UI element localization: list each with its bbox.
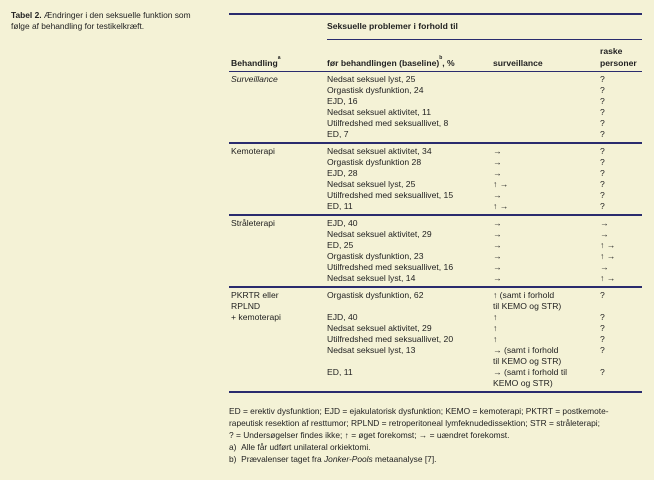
table-body: [229, 72, 642, 393]
healthy-cell: ?: [600, 201, 605, 211]
data-table: [229, 0, 642, 393]
healthy-cell: ?: [600, 157, 605, 167]
table-row: [229, 345, 642, 356]
group-header: Seksuelle problemer i forhold til: [327, 21, 458, 31]
table-row: [229, 312, 642, 323]
healthy-cell: ?: [600, 146, 605, 156]
surveillance-cell: ↑ (samt i forhold: [493, 290, 555, 300]
group-header-row: [229, 15, 642, 39]
healthy-cell: ?: [600, 118, 605, 128]
problem-cell: Utilfredshed med seksuallivet, 8: [327, 118, 449, 128]
header-behandling: Behandling$^a$: [231, 55, 281, 68]
healthy-cell: ↑ →: [600, 251, 616, 261]
healthy-cell: ↑ →: [600, 273, 616, 283]
healthy-cell: ?: [600, 85, 605, 95]
problem-cell: Orgastisk dysfunktion, 24: [327, 85, 424, 95]
problem-cell: Nedsat seksuel lyst, 13: [327, 345, 416, 355]
abbrev-line-2: rapeutisk resektion af resttumor; RPLND = retroperitoneal lymfeknudedissektion; STR = stråleterapi;: [229, 418, 600, 428]
surveillance-cell: →: [493, 229, 502, 239]
surveillance-cell: →: [493, 262, 502, 272]
table-row: [229, 190, 642, 201]
table-caption: [11, 10, 211, 32]
surveillance-cell: → (samt i forhold til: [493, 367, 568, 377]
healthy-cell: ?: [600, 74, 605, 84]
table-row: [229, 301, 642, 312]
table-row: [229, 218, 642, 229]
surveillance-cell: →: [493, 168, 502, 178]
treatment-cell: Kemoterapi: [231, 146, 275, 156]
table-row: [229, 367, 642, 378]
header-surveillance: surveillance: [493, 58, 543, 68]
table-row: [229, 201, 642, 212]
abbrev-line-1: ED = erektiv dysfunktion; EJD = ejakulatorisk dysfunktion; KEMO = kemoterapi; PKTRT = postkemote-: [229, 406, 609, 416]
footnote-a: a) Alle får udført unilateral orkiektomi.: [229, 442, 371, 452]
abbrev-line-3: ? = Undersøgelser findes ikke; ↑ = øget forekomst; → = uændret forekomst.: [229, 430, 510, 440]
problem-cell: EJD, 40: [327, 312, 358, 322]
healthy-cell: →: [600, 229, 609, 239]
healthy-cell: ?: [600, 96, 605, 106]
surveillance-cell-cont: KEMO og STR): [493, 378, 553, 388]
problem-cell: Nedsat seksuel aktivitet, 29: [327, 229, 432, 239]
treatment-group: [229, 144, 642, 214]
healthy-cell: ↑ →: [600, 240, 616, 250]
footnote-b: b) Prævalenser taget fra Jonker-Pools metaanalyse [7].: [229, 454, 437, 464]
table-row: [229, 262, 642, 273]
table-row: [229, 96, 642, 107]
table-row: [229, 251, 642, 262]
problem-cell: Nedsat seksuel lyst, 25: [327, 74, 416, 84]
problem-cell: Utilfredshed med seksuallivet, 15: [327, 190, 454, 200]
healthy-cell: ?: [600, 168, 605, 178]
healthy-cell: ?: [600, 312, 605, 322]
header-healthy-1: raske: [600, 46, 623, 56]
surveillance-cell: →: [493, 157, 502, 167]
caption-label: Tabel 2.: [11, 10, 42, 20]
surveillance-cell: →: [493, 190, 502, 200]
surveillance-cell: →: [493, 146, 502, 156]
table-row: [229, 290, 642, 301]
treatment-cell: Surveillance: [231, 74, 278, 84]
problem-cell: Nedsat seksuel lyst, 25: [327, 179, 416, 189]
problem-cell: ED, 11: [327, 201, 353, 211]
treatment-group: [229, 288, 642, 391]
healthy-cell: ?: [600, 129, 605, 139]
problem-cell: EJD, 40: [327, 218, 358, 228]
table-row: [229, 356, 642, 367]
table-row: [229, 179, 642, 190]
table-row: [229, 378, 642, 389]
problem-cell: Utilfredshed med seksuallivet, 20: [327, 334, 454, 344]
problem-cell: Orgastisk dysfunktion, 23: [327, 251, 424, 261]
healthy-cell: ?: [600, 107, 605, 117]
healthy-cell: ?: [600, 345, 605, 355]
table-row: [229, 146, 642, 157]
treatment-cell: RPLND: [231, 301, 261, 311]
surveillance-cell: → (samt i forhold: [493, 345, 559, 355]
treatment-cell: PKRTR eller: [231, 290, 279, 300]
healthy-cell: →: [600, 262, 609, 272]
problem-cell: Nedsat seksuel aktivitet, 11: [327, 107, 431, 117]
treatment-group: [229, 216, 642, 286]
problem-cell: EJD, 16: [327, 96, 358, 106]
surveillance-cell: →: [493, 273, 502, 283]
table-row: [229, 74, 642, 85]
problem-cell: ED, 7: [327, 129, 349, 139]
treatment-group: [229, 72, 642, 142]
problem-cell: ED, 25: [327, 240, 354, 250]
table-row: [229, 85, 642, 96]
surveillance-cell: →: [493, 240, 502, 250]
group-rule: [229, 391, 642, 393]
healthy-cell: ?: [600, 334, 605, 344]
header-healthy-2: personer: [600, 58, 637, 68]
healthy-cell: ?: [600, 190, 605, 200]
problem-cell: Orgastisk dysfunktion, 62: [327, 290, 424, 300]
healthy-cell: →: [600, 218, 609, 228]
table-row: [229, 107, 642, 118]
healthy-cell: ?: [600, 179, 605, 189]
surveillance-cell-cont: til KEMO og STR): [493, 356, 562, 366]
problem-cell: ED, 11: [327, 367, 353, 377]
surveillance-cell: →: [493, 251, 502, 261]
surveillance-cell: ↑: [493, 334, 498, 344]
table-row: [229, 168, 642, 179]
problem-cell: EJD, 28: [327, 168, 358, 178]
surveillance-cell: ↑: [493, 323, 498, 333]
problem-cell: Orgastisk dysfunktion 28: [327, 157, 422, 167]
table-row: [229, 334, 642, 345]
table-row: [229, 229, 642, 240]
table-row: [229, 118, 642, 129]
treatment-cell: Stråleterapi: [231, 218, 275, 228]
surveillance-cell: →: [493, 218, 502, 228]
healthy-cell: ?: [600, 367, 605, 377]
problem-cell: Nedsat seksuel aktivitet, 34: [327, 146, 432, 156]
caption-text: Ændringer i den seksuelle funktion som følge af behandling for testikelkræft.: [11, 10, 191, 31]
table-row: [229, 129, 642, 140]
table-row: [229, 157, 642, 168]
column-header-row: [229, 40, 642, 71]
surveillance-cell: ↑: [493, 312, 498, 322]
healthy-cell: ?: [600, 290, 605, 300]
problem-cell: Nedsat seksuel aktivitet, 29: [327, 323, 432, 333]
table-row: [229, 240, 642, 251]
surveillance-cell: ↑ →: [493, 201, 509, 211]
header-baseline: før behandlingen (baseline)$^b$, %: [327, 55, 455, 68]
surveillance-cell-cont: til KEMO og STR): [493, 301, 562, 311]
treatment-cell: + kemoterapi: [231, 312, 281, 322]
healthy-cell: ?: [600, 323, 605, 333]
table-row: [229, 323, 642, 334]
surveillance-cell: ↑ →: [493, 179, 509, 189]
problem-cell: Utilfredshed med seksuallivet, 16: [327, 262, 454, 272]
table-footnotes: [229, 405, 649, 465]
table-row: [229, 273, 642, 284]
problem-cell: Nedsat seksuel lyst, 14: [327, 273, 416, 283]
